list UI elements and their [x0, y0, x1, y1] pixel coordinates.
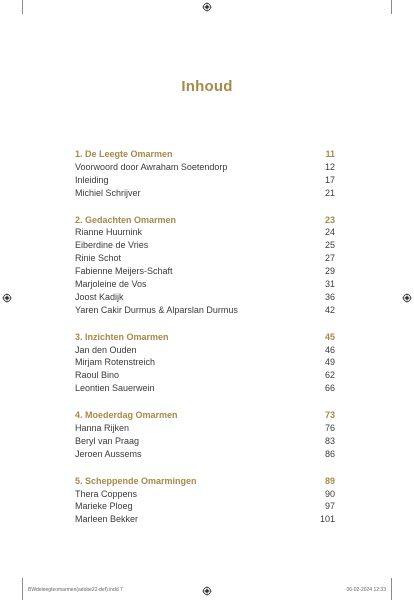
- toc-entry-label: Hanna Rijken: [75, 423, 130, 434]
- toc-page-number: 21: [324, 187, 335, 198]
- toc-page-number: 76: [324, 423, 335, 434]
- toc-entry: [75, 161, 335, 174]
- toc-entry: [75, 291, 335, 304]
- toc-page-number: 29: [324, 266, 335, 277]
- toc-page-number: 97: [324, 501, 335, 512]
- toc-entry: [75, 435, 335, 448]
- toc-page-number: 36: [324, 291, 335, 302]
- toc-entry-label: Beryl van Praag: [75, 435, 140, 446]
- toc-page-number: 24: [324, 227, 335, 238]
- toc-page-number: 101: [319, 514, 335, 525]
- toc-entry: [75, 488, 335, 501]
- toc-heading-label: 4. Moederdag Omarmen: [75, 410, 178, 421]
- registration-mark-icon: [202, 586, 212, 596]
- toc-heading-label: 3. Inzichten Omarmen: [75, 331, 169, 342]
- toc-entry: [75, 239, 335, 252]
- toc-section-4: [75, 409, 335, 461]
- toc-entry-label: Rianne Huurnink: [75, 227, 143, 238]
- toc-section-5: [75, 475, 335, 527]
- toc-page-number: 73: [324, 410, 335, 421]
- toc-entry: [75, 500, 335, 513]
- table-of-contents: [75, 148, 335, 540]
- toc-heading-label: 2. Gedachten Omarmen: [75, 214, 177, 225]
- toc-section-heading: [75, 148, 335, 161]
- crop-mark: [22, 0, 23, 14]
- toc-entry: [75, 448, 335, 461]
- toc-entry-label: Inleiding: [75, 174, 109, 185]
- toc-entry-label: Jan den Ouden: [75, 344, 137, 355]
- crop-mark: [391, 0, 392, 14]
- crop-mark: [22, 578, 23, 600]
- registration-mark-icon: [402, 293, 412, 303]
- toc-page-number: 12: [324, 161, 335, 172]
- toc-section-heading: [75, 331, 335, 344]
- toc-section-heading: [75, 214, 335, 227]
- toc-entry: [75, 174, 335, 187]
- toc-section-2: [75, 214, 335, 317]
- toc-entry-label: Eiberdine de Vries: [75, 240, 149, 251]
- registration-mark-icon: [202, 2, 212, 12]
- toc-page-number: 17: [324, 174, 335, 185]
- toc-page-number: 89: [324, 475, 335, 486]
- toc-entry: [75, 344, 335, 357]
- toc-entry: [75, 369, 335, 382]
- toc-entry: [75, 265, 335, 278]
- toc-entry-label: Marleen Bekker: [75, 514, 139, 525]
- toc-page-number: 83: [324, 435, 335, 446]
- toc-entry-label: Rinie Schot: [75, 253, 122, 264]
- toc-entry-label: Mirjam Rotenstreich: [75, 357, 156, 368]
- toc-page-number: 66: [324, 383, 335, 394]
- toc-page-number: 11: [325, 149, 335, 159]
- toc-heading-label: 1. De Leegte Omarmen: [75, 149, 173, 159]
- toc-page-number: 31: [324, 279, 335, 290]
- toc-entry-label: Michiel Schrijver: [75, 187, 141, 198]
- toc-page-number: 46: [324, 344, 335, 355]
- toc-entry-label: Jeroen Aussems: [75, 448, 142, 459]
- toc-entry: [75, 304, 335, 317]
- toc-page-number: 62: [324, 370, 335, 381]
- toc-entry-label: Yaren Cakir Durmus & Alparslan Durmus: [75, 304, 238, 315]
- toc-entry-label: Thera Coppens: [75, 488, 138, 499]
- toc-entry-label: Fabienne Meijers-Schaft: [75, 266, 173, 277]
- page-title: Inhoud: [181, 78, 233, 95]
- toc-entry-label: Voorwoord door Awraham Soetendorp: [75, 161, 228, 172]
- toc-page-number: 42: [324, 304, 335, 315]
- toc-entry: [75, 252, 335, 265]
- toc-page-number: 90: [324, 488, 335, 499]
- toc-entry-label: Marieke Ploeg: [75, 501, 133, 512]
- toc-entry: [75, 278, 335, 291]
- toc-section-heading: [75, 409, 335, 422]
- toc-page-number: 27: [324, 253, 335, 264]
- toc-page-number: 45: [324, 331, 335, 342]
- toc-entry: [75, 187, 335, 200]
- toc-page-number: 23: [324, 214, 335, 225]
- toc-page-number: 49: [324, 357, 335, 368]
- toc-section-3: [75, 331, 335, 395]
- toc-page-number: 25: [324, 240, 335, 251]
- footer-file-name: BWdeleegteomarmen(adobe22-def).indd 7: [28, 587, 123, 593]
- toc-entry: [75, 356, 335, 369]
- toc-section-1: [75, 148, 335, 200]
- toc-entry: [75, 422, 335, 435]
- toc-entry-label: Marjoleine de Vos: [75, 279, 147, 290]
- toc-entry: [75, 226, 335, 239]
- crop-mark: [391, 578, 392, 600]
- footer-timestamp: 06-02-2024 12:33: [346, 587, 386, 593]
- toc-heading-label: 5. Scheppende Omarmingen: [75, 475, 197, 486]
- toc-entry: [75, 382, 335, 395]
- toc-section-heading: [75, 475, 335, 488]
- toc-entry-label: Joost Kadijk: [75, 291, 124, 302]
- registration-mark-icon: [2, 293, 12, 303]
- toc-entry-label: Raoul Bino: [75, 370, 120, 381]
- toc-entry: [75, 513, 335, 526]
- toc-page-number: 86: [324, 448, 335, 459]
- toc-entry-label: Leontien Sauerwein: [75, 383, 155, 394]
